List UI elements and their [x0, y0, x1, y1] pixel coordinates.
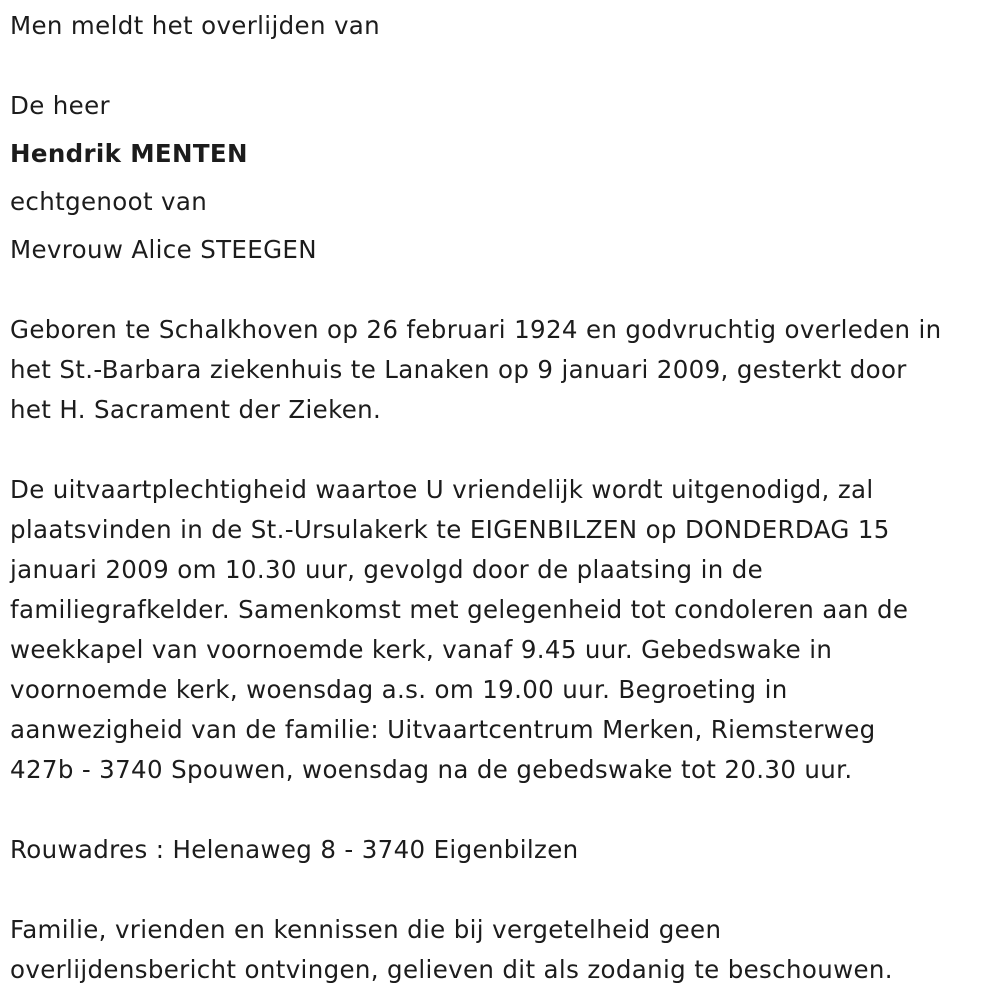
spouse-name: Mevrouw Alice STEEGEN [10, 235, 317, 264]
honorific: De heer [10, 91, 110, 120]
paragraph-line: het St.-Barbara ziekenhuis te Lanaken op 9 januari 2009, gesterkt door [10, 355, 907, 384]
paragraph-line: familiegrafkelder. Samenkomst met gelegenheid tot condoleren aan de [10, 595, 909, 624]
intro-text: Men meldt het overlijden van [10, 11, 381, 40]
paragraph-line: overlijdensbericht ontvingen, gelieven dit als zodanig te beschouwen. [10, 955, 893, 984]
mourning-address: Rouwadres : Helenaweg 8 - 3740 Eigenbilzen [10, 835, 579, 864]
paragraph-line: 427b - 3740 Spouwen, woensdag na de gebedswake tot 20.30 uur. [10, 755, 853, 784]
paragraph-line: het H. Sacrament der Zieken. [10, 395, 382, 424]
paragraph-line: voornoemde kerk, woensdag a.s. om 19.00 uur. Begroeting in [10, 675, 788, 704]
paragraph-line: De uitvaartplechtigheid waartoe U vriendelijk wordt uitgenodigd, zal [10, 475, 874, 504]
paragraph-line: Geboren te Schalkhoven op 26 februari 1924 en godvruchtig overleden in [10, 315, 942, 344]
paragraph-line: Familie, vrienden en kennissen die bij vergetelheid geen [10, 915, 722, 944]
paragraph-line: plaatsvinden in de St.-Ursulakerk te EIGENBILZEN op DONDERDAG 15 [10, 515, 890, 544]
paragraph-line: januari 2009 om 10.30 uur, gevolgd door de plaatsing in de [10, 555, 764, 584]
paragraph-line: aanwezigheid van de familie: Uitvaartcentrum Merken, Riemsterweg [10, 715, 876, 744]
paragraph-line: weekkapel van voornoemde kerk, vanaf 9.45 uur. Gebedswake in [10, 635, 833, 664]
relation-text: echtgenoot van [10, 187, 208, 216]
deceased-name: Hendrik MENTEN [10, 139, 248, 168]
